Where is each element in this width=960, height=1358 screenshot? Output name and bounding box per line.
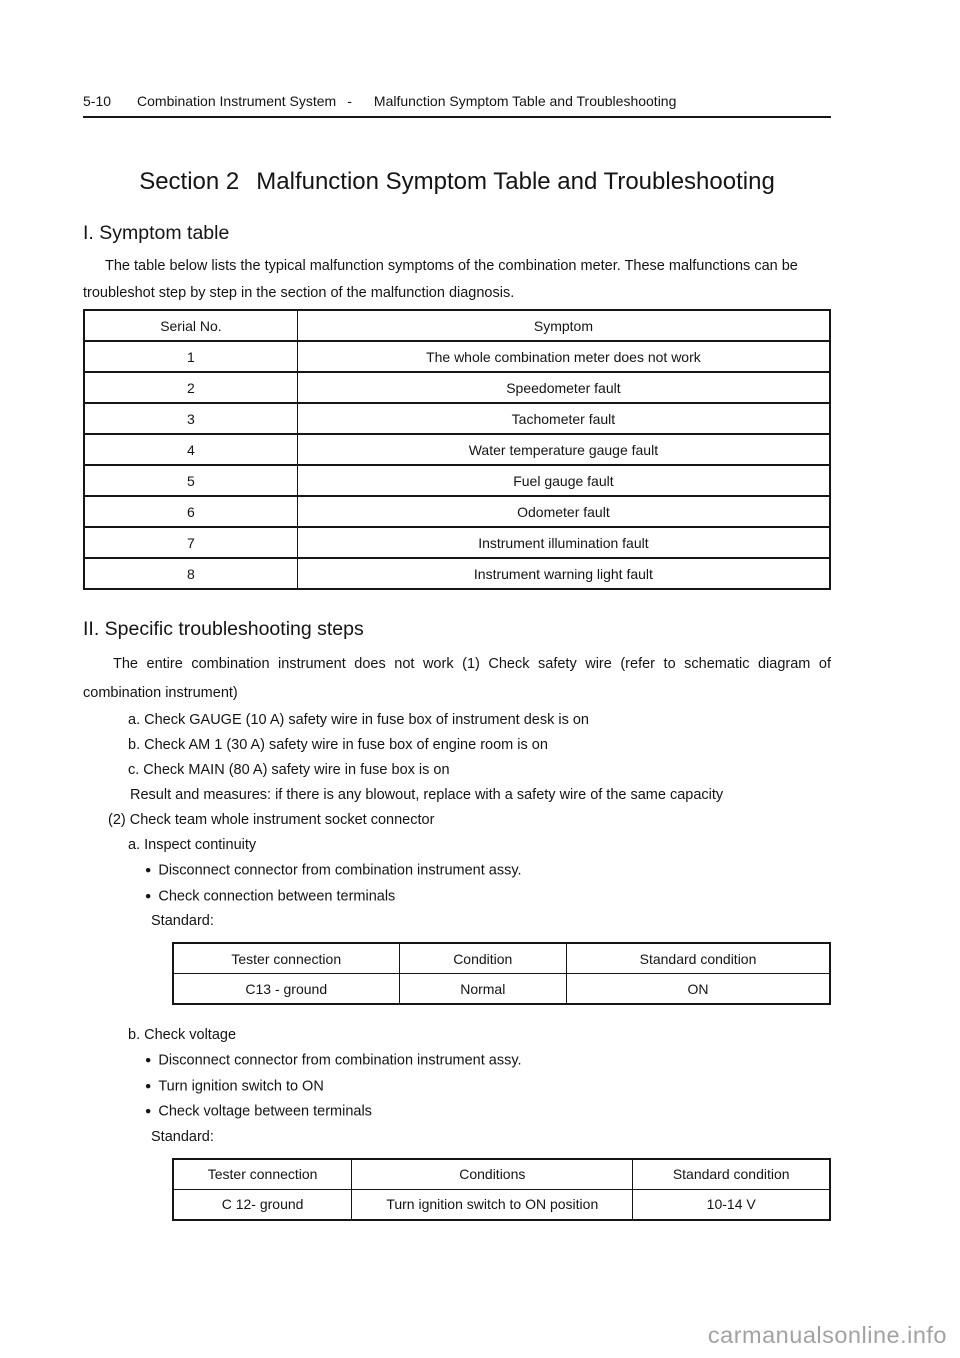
bullet-icon: ● (145, 889, 152, 902)
bullet-item (145, 1074, 831, 1100)
page-number: 5-10 (83, 93, 112, 109)
bullet-item (145, 1048, 831, 1074)
table-row (84, 403, 830, 434)
bullet-item (145, 1099, 831, 1125)
table-cell: 8 (84, 558, 297, 589)
table-cell: Fuel gauge fault (297, 465, 830, 496)
symptom-table-header-row (84, 310, 830, 341)
bullet-icon: ● (145, 1105, 152, 1117)
header-section: Malfunction Symptom Table and Troubleshooting (373, 93, 677, 109)
watermark: carmanualsonline.info (707, 1322, 947, 1348)
symptom-table (83, 309, 831, 590)
table-row (84, 527, 830, 558)
header-rule (83, 116, 831, 118)
voltage-bullet-list (83, 1048, 831, 1125)
table-cell: 7 (84, 527, 297, 558)
bullet-text: Disconnect connector from combination instrument assy. (158, 1052, 522, 1069)
table-cell: 1 (84, 341, 297, 372)
table-row (84, 434, 830, 465)
table-cell: Instrument illumination fault (297, 527, 830, 558)
header-separator: - (347, 93, 352, 109)
table-cell: 4 (84, 434, 297, 465)
table-cell: The whole combination meter does not work (297, 341, 830, 372)
table-cell: 5 (84, 465, 297, 496)
safety-wire-check-list (83, 708, 831, 783)
table-cell: Tachometer fault (297, 403, 830, 434)
step-item: b. Check AM 1 (30 A) safety wire in fuse box of engine room is on (128, 737, 548, 753)
table-cell: Instrument warning light fault (297, 558, 830, 589)
bullet-item (145, 884, 831, 910)
column-header: Standard condition (567, 943, 830, 974)
table-row (84, 558, 830, 589)
bullet-text: Disconnect connector from combination instrument assy. (158, 862, 522, 879)
table-row (84, 496, 830, 527)
voltage-table (172, 1158, 831, 1221)
continuity-standard-label: Standard: (151, 913, 214, 929)
bullet-text: Check connection between terminals (158, 888, 396, 904)
bullet-icon: ● (145, 1054, 152, 1066)
table-cell: ON (567, 974, 830, 1005)
table-cell: C13 - ground (173, 974, 399, 1005)
table-cell: Turn ignition switch to ON position (352, 1189, 633, 1220)
voltage-standard-label: Standard: (151, 1128, 214, 1145)
bullet-text: Turn ignition switch to ON (158, 1078, 324, 1094)
check-voltage-heading: b. Check voltage (128, 1027, 237, 1043)
bullet-icon: ● (145, 1079, 152, 1092)
table-cell: 6 (84, 496, 297, 527)
table-cell: Water temperature gauge fault (297, 434, 830, 465)
step2-heading: (2) Check team whole instrument socket connector (108, 812, 435, 828)
table-cell: 3 (84, 403, 297, 434)
bullet-icon: ● (145, 864, 152, 876)
header-chapter: Combination Instrument System (137, 93, 337, 109)
table-cell: Speedometer fault (297, 372, 830, 403)
bullet-item (145, 858, 831, 884)
column-header: Condition (399, 943, 567, 974)
troubleshooting-intro: The entire combination instrument does not work (1) Check safety wire (refer to schematic diagram of combination instrument) (83, 656, 831, 701)
table-cell: C 12- ground (173, 1189, 352, 1220)
table-row (84, 465, 830, 496)
table-cell: Normal (399, 974, 567, 1005)
table-cell: 10-14 V (633, 1189, 830, 1220)
section-title-prefix: Section 2 (139, 168, 240, 195)
table-row (84, 341, 830, 372)
troubleshooting-heading: II. Specific troubleshooting steps (83, 618, 364, 640)
column-header: Tester connection (173, 943, 399, 974)
column-header: Serial No. (84, 310, 297, 341)
symptom-table-body (84, 341, 830, 589)
table-cell: Odometer fault (297, 496, 830, 527)
column-header: Standard condition (633, 1159, 830, 1190)
column-header: Tester connection (173, 1159, 352, 1190)
table-row (173, 974, 830, 1005)
symptom-intro: The table below lists the typical malfunction symptoms of the combination meter. These malfunctions can be troubleshot step by step in the section of the malfunction diagnosis. (83, 258, 798, 301)
continuity-table (172, 942, 831, 1005)
table-row (173, 1189, 830, 1220)
table-cell: 2 (84, 372, 297, 403)
step-item: c. Check MAIN (80 A) safety wire in fuse box is on (128, 762, 450, 778)
voltage-table-body (173, 1189, 830, 1220)
column-header: Conditions (352, 1159, 633, 1190)
inspect-continuity-heading: a. Inspect continuity (128, 837, 257, 853)
voltage-table-header-row (173, 1159, 830, 1190)
result-and-measures: Result and measures: if there is any blowout, replace with a safety wire of the same capacity (130, 787, 724, 803)
section-title-text: Malfunction Symptom Table and Troubleshooting (256, 168, 775, 195)
step-item: a. Check GAUGE (10 A) safety wire in fuse box of instrument desk is on (128, 712, 589, 728)
bullet-text: Check voltage between terminals (158, 1103, 372, 1120)
continuity-table-header-row (173, 943, 830, 974)
symptom-table-heading: I. Symptom table (83, 222, 230, 244)
page-header (83, 93, 831, 109)
column-header: Symptom (297, 310, 830, 341)
continuity-bullet-list (83, 858, 831, 909)
continuity-table-body (173, 974, 830, 1005)
section-title (83, 168, 831, 196)
table-row (84, 372, 830, 403)
